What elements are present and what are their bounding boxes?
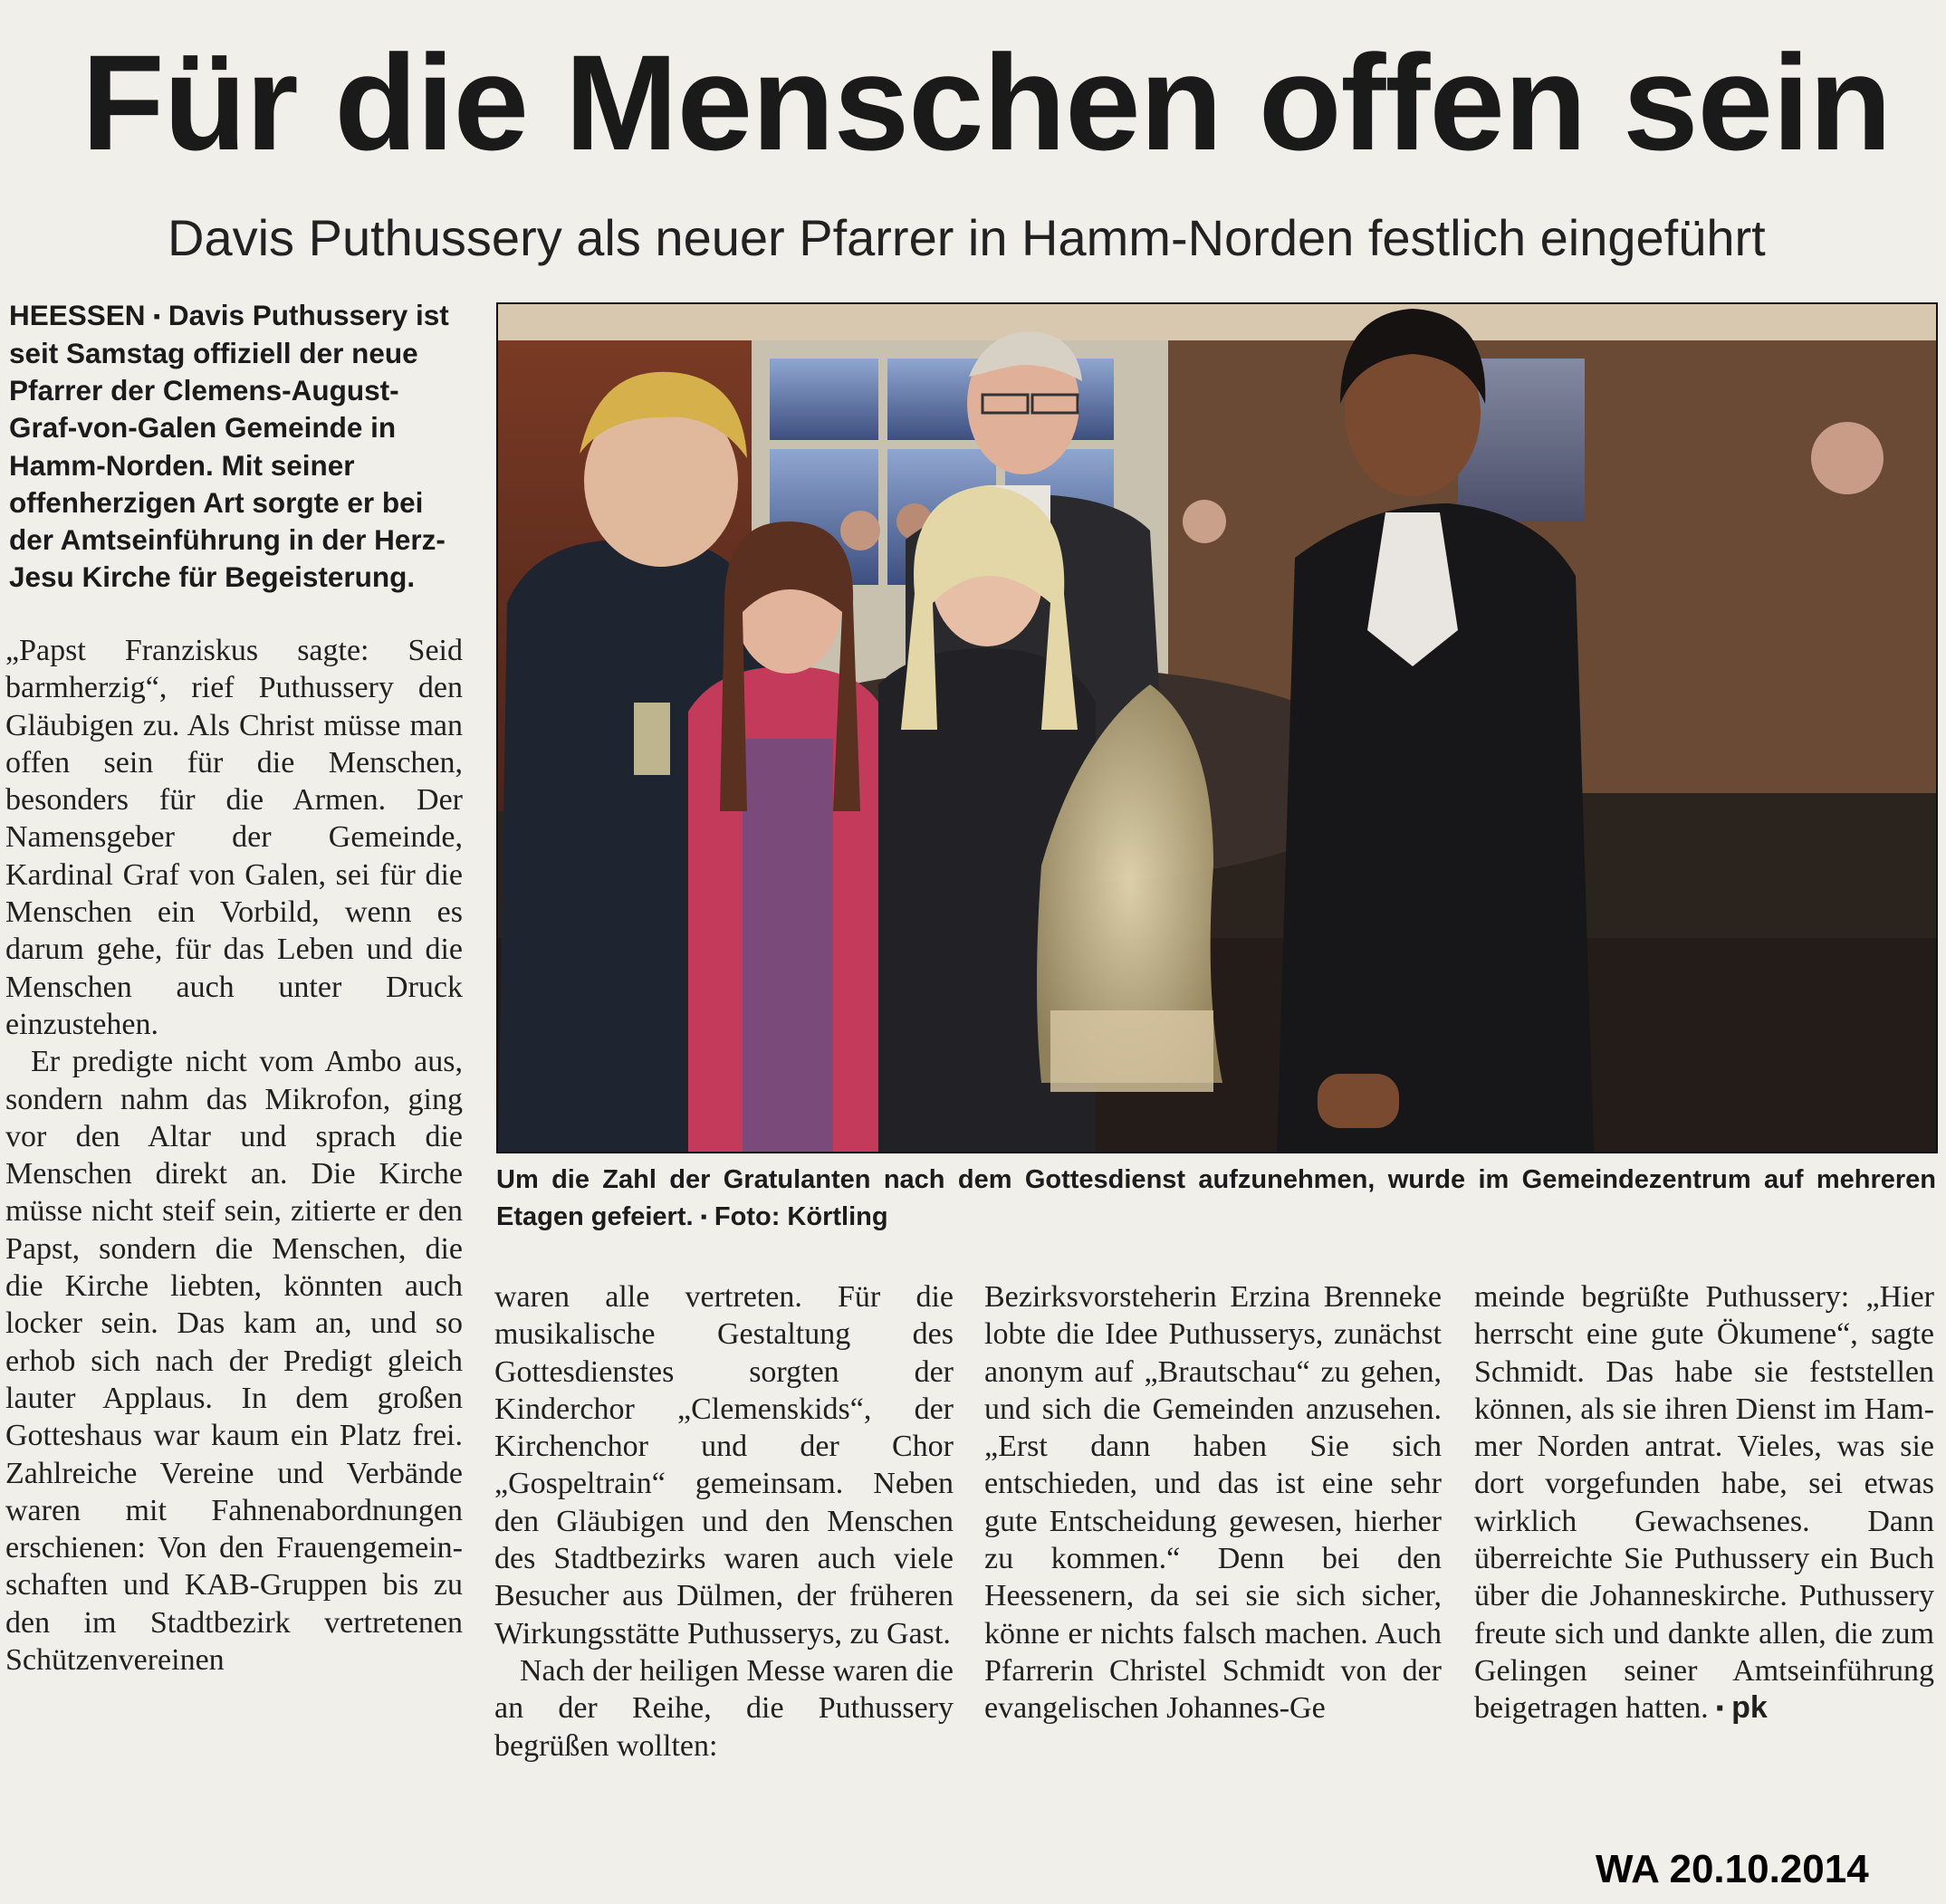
photo-caption <box>496 1162 1936 1237</box>
article-column-1 <box>5 632 463 1679</box>
dateline-separator: ▪ <box>153 304 161 328</box>
column1-paragraph-1: „Papst Franziskus sagte: Seid barmherzig“, rief Puthussery den Gläubigen zu. Als Christ müsse man offen sein für die Menschen, besonders für die Armen. Der Namensgeber der Gemeinde, Kardinal Graf von Galen, sei für die Menschen ein Vorbild, wenn es darum gehe, für das Leben und die Menschen auch unter Druck einzustehen. <box>5 634 463 1041</box>
column2-paragraph-2: Nach der heiligen Messe waren die an der Reihe, die Puthussery begrüßen wollten: <box>494 1653 954 1763</box>
article-photo <box>496 302 1938 1153</box>
lead-text: Davis Puthussery ist seit Samstag offiziell der neue Pfarrer der Clemens-August-Graf-von-Galen Gemeinde in Hamm-Norden. Mit seiner offenherzigen Art sorgte er bei der Amtseinführung in der Herz-Jesu Kirche für Begeisterung. <box>9 299 449 594</box>
date-stamp: WA 20.10.2014 <box>1596 1847 1869 1891</box>
photo-credit: Foto: Körtling <box>714 1202 888 1231</box>
lead-paragraph <box>9 297 462 597</box>
caption-separator: ▪ <box>700 1207 707 1228</box>
column2-paragraph-1: waren alle vertreten. Für die musikalische Gestaltung des Gottesdienstes sorgten der Kinderchor „Clemenskids“, der Kirchenchor und der Chor „Gospeltrain“ gemeinsam. Neben den Gläubigen und den Menschen des Stadtbezirks waren auch viele Besucher aus Dülmen, der früheren Wirkungsstätte Puthusserys, zu Gast. <box>494 1280 954 1650</box>
end-separator: ▪ <box>1716 1697 1724 1721</box>
dateline: HEESSEN <box>9 299 146 331</box>
subheadline: Davis Puthussery als neuer Pfarrer in Hamm-Norden festlich eingeführt <box>168 209 1766 266</box>
article-column-2 <box>494 1278 954 1765</box>
column4-paragraph-1 <box>1474 1278 1934 1728</box>
author-initials: pk <box>1731 1690 1768 1726</box>
article-column-3 <box>984 1278 1442 1727</box>
article-column-4 <box>1474 1278 1934 1728</box>
headline: Für die Menschen offen sein <box>81 26 1892 178</box>
column3-paragraph-1: Bezirksvorsteherin Erzina Brenneke lobte die Idee Puthusserys, zunächst anonym auf „Brautschau“ zu gehen, und sich die Gemeinden anzusehen. „Erst dann haben Sie sich entschieden, und das ist eine sehr gute Entscheidung gewesen, hierher zu kommen.“ Denn bei den Heessenern, da sei sie sich sicher, könne er nichts falsch machen. Auch Pfarrerin Christel Schmidt von der evangelischen Johannes-Ge <box>984 1280 1442 1726</box>
column1-paragraph-2: Er predigte nicht vom Ambo aus, sondern nahm das Mikrofon, ging vor den Altar und sprach die Menschen direkt an. Die Kirche müsse nicht steif sein, zitierte er den Papst, sondern die Menschen, die die Kirche liebten, könnten auch locker sein. Das kam an, und so erhob sich nach der Predigt gleich lauter Applaus. In dem großen Gotteshaus war kaum ein Platz frei. Zahlreiche Vereine und Verbände waren mit Fahnenabordnungen erschienen: Von den Frauengemeinschaften und KAB-Gruppen bis zu den im Stadtbezirk vertretenen Schützenvereinen <box>5 1045 463 1678</box>
photo-illustration <box>498 304 1936 1152</box>
column4-text: meinde begrüßte Puthussery: „Hier herrscht eine gute Ökumene“, sagte Schmidt. Das habe sie feststellen können, als sie ihren Dienst im Hammer Norden antrat. Vieles, was sie dort vorgefunden habe, sei etwas wirklich Gewachsenes. Dann überreichte Sie Puthussery ein Buch über die Johanneskirche. Puthussery freute sich und dankte allen, die zum Gelingen seiner Amtseinführung beigetragen hatten. <box>1474 1280 1934 1726</box>
caption-text: Um die Zahl der Gratulanten nach dem Gottesdienst aufzunehmen, wurde im Gemeindezentrum auf mehreren Etagen gefeiert. <box>496 1165 1936 1231</box>
